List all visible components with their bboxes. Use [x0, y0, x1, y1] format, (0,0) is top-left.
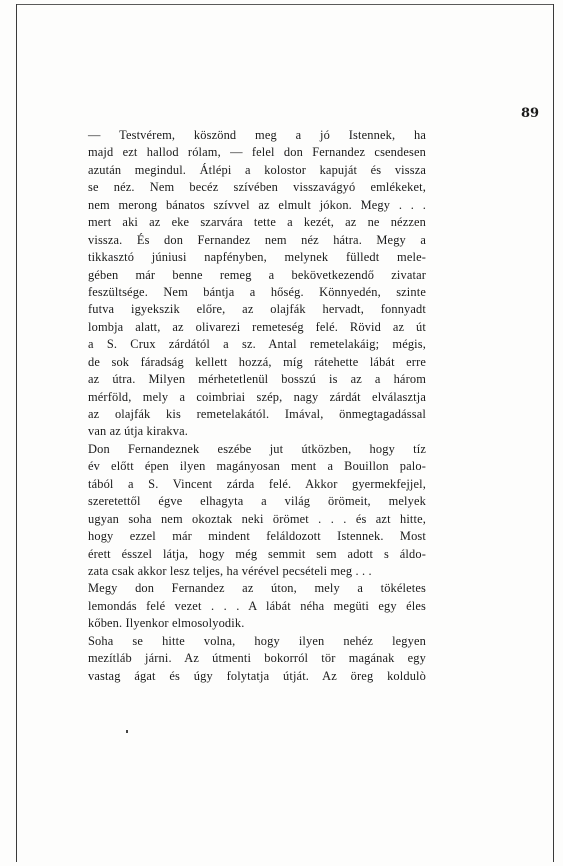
text-line: tából a S. Vincent zárda felé. Akkor gyermekfejjel,	[88, 476, 426, 491]
text-line: lombja alatt, az olivarezi remeteség felé. Rövid az út	[88, 319, 426, 334]
text-line: az útra. Milyen mérhetetlenül bosszú is az a három	[88, 372, 426, 387]
text-line: azután megindul. Átlépi a kolostor kapuját és vissza	[88, 162, 426, 177]
text-line: hogy ezzel már mindent feláldozott Istennek. Most	[88, 529, 426, 544]
page-top-edge	[16, 4, 554, 5]
text-line: gében már benne remeg a bekövetkezendő zivatar	[88, 267, 426, 282]
text-line: érett ésszel látja, hogy még semmit sem adott s áldo-	[88, 546, 426, 561]
text-line: az olajfák kis remetelakától. Imával, önmegtagadással	[88, 407, 426, 421]
text-line: se néz. Nem becéz szívében visszavágyó emlékeket,	[88, 180, 426, 195]
text-line: de sok fáradság kellett hozzá, míg rátehette lábát erre	[88, 354, 426, 369]
text-line: vastag ágat és úgy folytatja útját. Az öreg koldulò	[88, 668, 426, 683]
ink-speck	[126, 730, 128, 733]
text-line: év előtt épen ilyen magányosan ment a Bouillon palo-	[88, 459, 426, 474]
page-left-edge	[16, 4, 17, 862]
text-line: vissza. És don Fernandez nem néz hátra. Megy a	[88, 232, 426, 247]
text-line: mérföld, mely a coimbriai szép, nagy zárdát elválasztja	[88, 389, 426, 404]
text-line: van az útja kirakva.	[88, 424, 189, 439]
text-line: futva igyekszik előre, az olajfák hervadt, fonnyadt	[88, 302, 426, 317]
text-line: lemondás felé vezet . . . A lábát néha megüti egy éles	[88, 598, 426, 613]
page-right-edge	[553, 4, 554, 862]
text-line: kőben. Ilyenkor elmosolyodik.	[88, 616, 245, 631]
text-line: ugyan soha nem okoztak neki örömet . . . és azt hitte,	[88, 511, 426, 526]
text-line: — Testvérem, köszönd meg a jó Istennek, ha	[88, 128, 426, 142]
text-line: feszültsége. Nem bántja a hőség. Könnyedén, szinte	[88, 284, 426, 299]
text-line: mezítláb járni. Az útmenti bokorról tör magának egy	[88, 651, 426, 666]
text-line: Don Fernandeznek eszébe jut útközben, hogy tíz	[88, 441, 426, 456]
text-line: a S. Crux zárdától a sz. Antal remetelakáig; mégis,	[88, 337, 426, 352]
text-line: nem merong bánatos szívvel az elmult jókon. Megy . . .	[88, 197, 426, 212]
text-line: Soha se hitte volna, hogy ilyen nehéz legyen	[88, 633, 426, 648]
text-line: mert aki az eke szarvára tette a kezét, az ne nézzen	[88, 215, 426, 230]
body-text	[88, 127, 426, 685]
page-number: 89	[521, 106, 540, 121]
text-line: szeretettől égve elhagyta a világ örömeit, melyek	[88, 494, 426, 509]
text-line: majd ezt hallod rólam, — felel don Fernandez csendesen	[88, 145, 426, 160]
text-line: zata csak akkor lesz teljes, ha vérével pecsételi meg . . .	[88, 563, 372, 578]
text-line: Megy don Fernandez az úton, mely a tökéletes	[88, 581, 426, 596]
text-line: tikkasztó júniusi napfényben, melynek fülledt mele-	[88, 250, 426, 265]
